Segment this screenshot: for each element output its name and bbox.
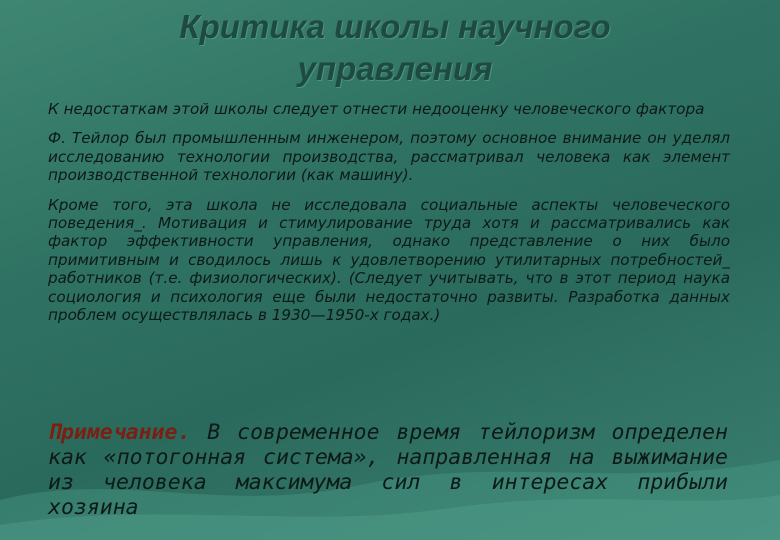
paragraph-social-aspects: Кроме того, эта школа не исследовала социальные аспекты человеческого поведения_. Мотивация и стимулирование труда хотя и рассматривались как фактор эффективности управления, однако представление о них было примитивным и сводилось лишь к удовлетворению утилитарных потребностей_ работников (т.е. физиологических). (Следует учитывать, что в этот период наука социология и психология еще были недостаточно развиты. Разработка данных проблем осуществлялась в 1930—1950-х годах.) <box>48 195 730 325</box>
note-text: В современное время тейлоризм определен как «потогонная система», направленная на выжимание из человека максимума сил в интересах прибыли хозяина <box>48 420 728 520</box>
slide-body <box>48 100 730 335</box>
slide-title-line2: управления <box>297 50 493 87</box>
paragraph-taylor: Ф. Тейлор был промышленным инженером, поэтому основное внимание он уделял исследованию технологии производства, рассматривал человека как элемент производственной технологии (как машину). <box>48 129 730 185</box>
slide-title <box>0 6 780 90</box>
note-label: Примечание. <box>48 420 191 445</box>
slide-title-line1: Критика школы научного <box>179 8 611 45</box>
note-block <box>48 420 728 520</box>
paragraph-human-factor: К недостаткам этой школы следует отнести недооценку человеческого фактора <box>48 100 705 118</box>
